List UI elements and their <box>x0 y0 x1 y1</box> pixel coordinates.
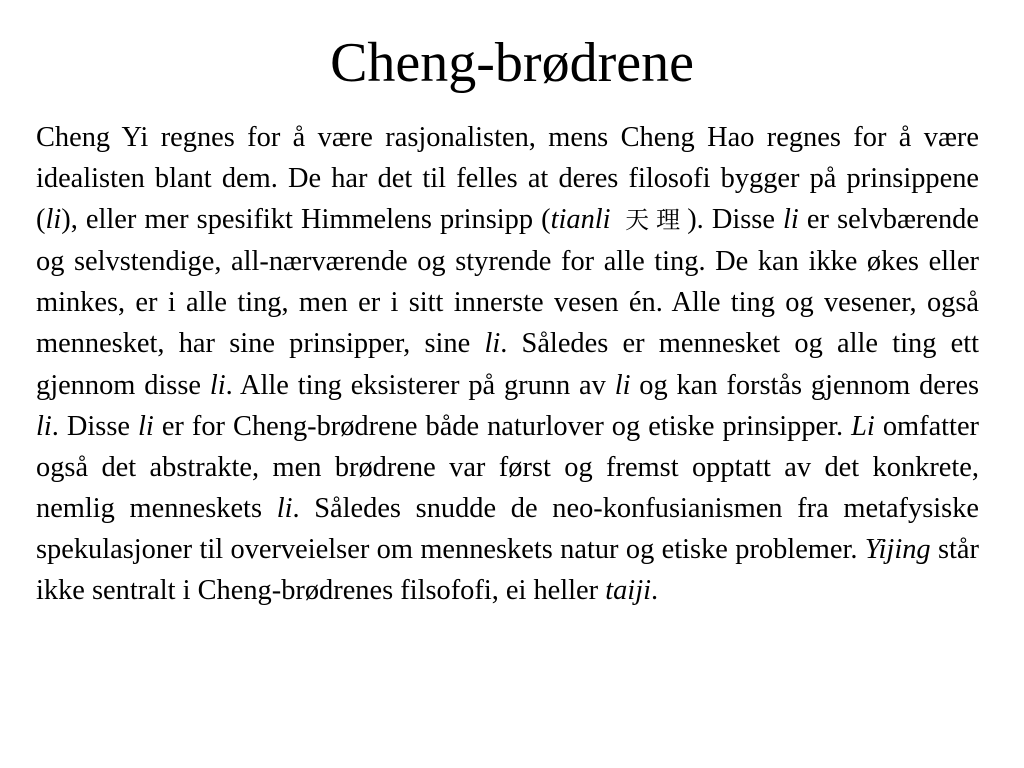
chinese-characters: 天理 <box>610 206 688 235</box>
text-run: . <box>650 575 659 607</box>
italic-term: li <box>614 369 631 401</box>
italic-term: li <box>36 410 52 442</box>
italic-term: taiji <box>605 575 651 607</box>
text-run: . Alle ting eksisterer på grunn av <box>225 369 615 401</box>
text-run: Cheng Yi regnes for å være rasjonalisten, mens Cheng Hao regnes for å være idealisten blant dem. De har det til felles at deres filosofi bygger på prinsippene ( <box>36 122 979 236</box>
text-run: . Disse <box>51 410 139 442</box>
italic-term: Yijing <box>864 533 931 565</box>
italic-term: li <box>138 410 154 442</box>
slide-title: Cheng-brødrene <box>330 32 694 94</box>
text-run: . Således er mennesket og alle ting ett gjennom disse <box>36 328 979 401</box>
text-run: ). Disse <box>687 204 784 236</box>
text-run: er for Cheng-brødrene både naturlover og etiske prinsipper. <box>153 410 852 442</box>
text-run: står ikke sentralt i Cheng-brødrenes filsofofi, ei heller <box>36 533 979 607</box>
body-paragraph <box>36 117 979 611</box>
italic-term: li <box>45 204 62 236</box>
text-run: . Således snudde de neo-konfusianismen fra metafysiske spekulasjoner til overveielser om menneskets natur og etiske problemer. <box>36 492 979 565</box>
text-run: og kan forstås gjennom deres <box>630 369 979 401</box>
italic-term: Li <box>851 410 875 442</box>
text-run: er selvbærende og selvstendige, all-nærværende og styrende for alle ting. De kan ikke økes eller minkes, er i alle ting, men er i sitt innerste vesen én. Alle ting og vesener, også mennesket, har sine prinsipper, sine <box>36 204 979 360</box>
italic-term: tianli <box>550 204 611 236</box>
italic-term: li <box>276 492 293 524</box>
text-run: ), eller mer spesifikt Himmelens prinsipp ( <box>61 204 551 236</box>
italic-term: li <box>783 204 799 236</box>
italic-term: li <box>484 328 501 360</box>
text-run: omfatter også det abstrakte, men brødrene var først og fremst opptatt av det konkrete, nemlig menneskets <box>36 410 979 524</box>
italic-term: li <box>209 369 226 401</box>
